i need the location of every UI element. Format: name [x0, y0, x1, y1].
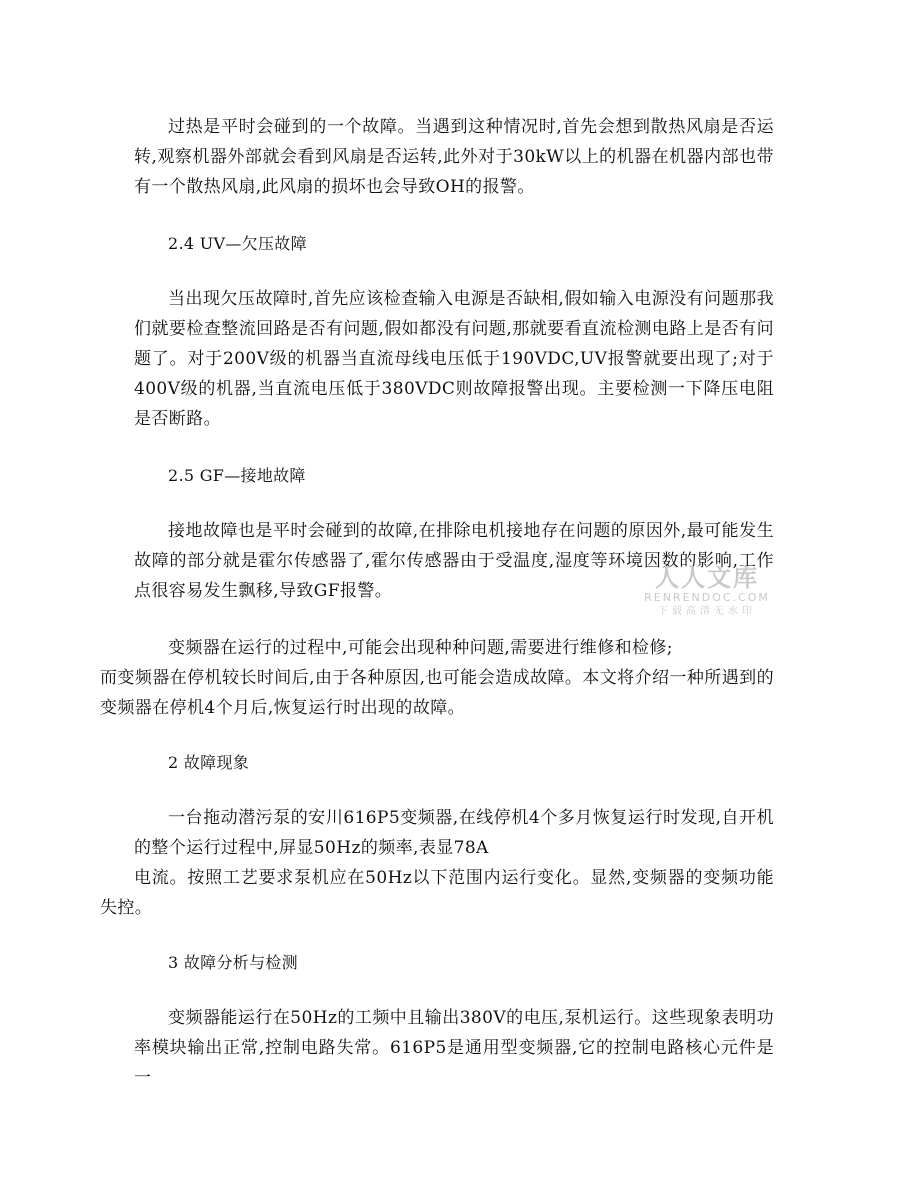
paragraph-intro-line-1: 变频器在运行的过程中,可能会出现种种问题,需要进行维修和检修;: [168, 638, 673, 658]
section-heading-gf: 2.5 GF—接地故障: [168, 466, 306, 485]
paragraph-intro-line-2: 而变频器在停机较长时间后,由于各种原因,也可能会造成故障。本文将介绍一种所遇到的变频器在停机4个月后,恢复运行时出现的故障。: [100, 668, 774, 718]
paragraph-phenomenon-line-1: 一台拖动潜污泵的安川616P5变频器,在线停机4个多月恢复运行时发现,自开机的整个运行过程中,屏显50Hz的频率,表显78A: [134, 808, 774, 858]
paragraph-undervoltage: 当出现欠压故障时,首先应该检查输入电源是否缺相,假如输入电源没有问题那我们就要检查整流回路是否有问题,假如都没有问题,那就要看直流检测电路上是否有问题了。对于200V级的机器当直流母线电压低于190VDC,UV报警就要出现了;对于400V级的机器,当直流电压低于380VDC则故障报警出现。主要检测一下降压电阻是否断路。: [134, 289, 774, 429]
section-heading-analysis: 3 故障分析与检测: [168, 953, 298, 972]
watermark-subtitle: 下载高清无水印: [658, 606, 756, 617]
paragraph-intro: [100, 633, 774, 723]
paragraph-ground-fault: 接地故障也是平时会碰到的故障,在排除电机接地存在问题的原因外,最可能发生故障的部分就是霍尔传感器了,霍尔传感器由于受温度,湿度等环境因数的影响,工作点很容易发生飘移,导致GF报警。: [134, 521, 774, 601]
watermark-domain: RENRENDOC.COM: [644, 591, 770, 604]
paragraph-analysis: 变频器能运行在50Hz的工频中且输出380V的电压,泵机运行。这些现象表明功率模块输出正常,控制电路失常。616P5是通用型变频器,它的控制电路核心元件是一: [134, 1008, 774, 1088]
paragraph-phenomenon: [100, 803, 774, 923]
section-heading-uv: 2.4 UV—欠压故障: [168, 234, 307, 253]
paragraph-phenomenon-line-2: 电流。按照工艺要求泵机应在50Hz以下范围内运行变化。显然,变频器的变频功能失控。: [100, 868, 774, 918]
section-heading-phenomenon: 2 故障现象: [168, 753, 250, 772]
paragraph-overheat: 过热是平时会碰到的一个故障。当遇到这种情况时,首先会想到散热风扇是否运转,观察机器外部就会看到风扇是否运转,此外对于30kW以上的机器在机器内部也带有一个散热风扇,此风扇的损坏也会导致OH的报警。: [134, 117, 774, 197]
watermark-title: 人人文库: [655, 563, 759, 592]
document-body: [100, 112, 774, 1120]
